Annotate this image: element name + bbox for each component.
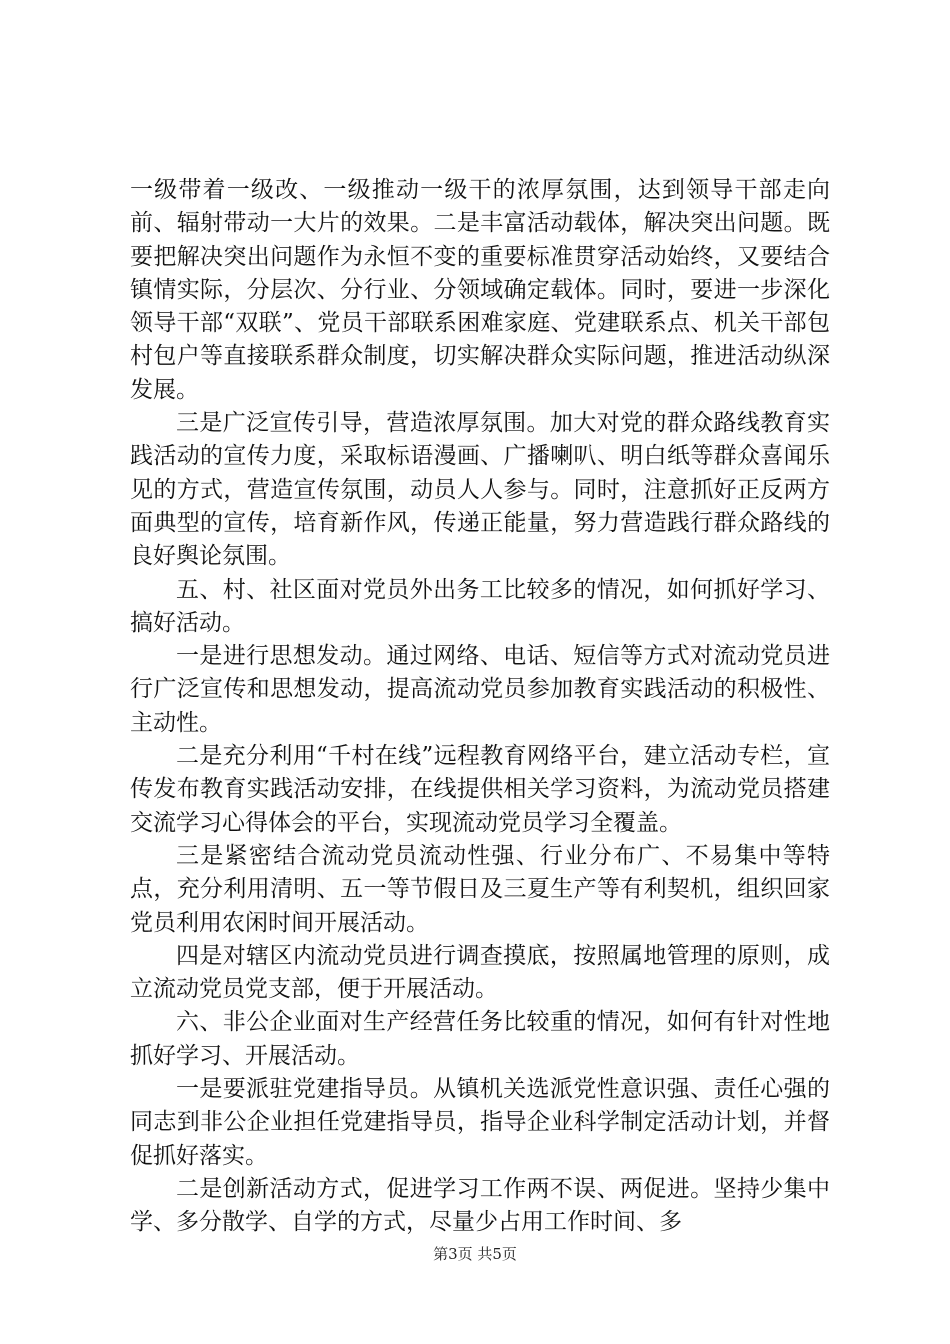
paragraph-3: 一是进行思想发动。通过网络、电话、短信等方式对流动党员进行广泛宣传和思想发动，提高流动党员参加教育实践活动的积极性、主动性。 (130, 643, 830, 736)
paragraph-2: 三是广泛宣传引导，营造浓厚氛围。加大对党的群众路线教育实践活动的宣传力度，采取标语漫画、广播喇叭、明白纸等群众喜闻乐见的方式，营造宣传氛围，动员人人参与。同时，注意抓好正反两方面典型的宣传，培育新作风，传递正能量，努力营造践行群众路线的良好舆论氛围。 (130, 410, 830, 570)
paragraph-7: 一是要派驻党建指导员。从镇机关选派党性意识强、责任心强的同志到非公企业担任党建指导员，指导企业科学制定活动计划，并督促抓好落实。 (130, 1076, 830, 1169)
paragraph-4: 二是充分利用“千村在线”远程教育网络平台，建立活动专栏，宣传发布教育实践活动安排，在线提供相关学习资料，为流动党员搭建交流学习心得体会的平台，实现流动党员学习全覆盖。 (130, 743, 830, 836)
document-body (130, 174, 830, 1240)
paragraph-6: 四是对辖区内流动党员进行调查摸底，按照属地管理的原则，成立流动党员党支部，便于开展活动。 (130, 942, 830, 1003)
page-number-footer: 第3页 共5页 (433, 1245, 517, 1263)
paragraph-8: 二是创新活动方式，促进学习工作两不误、两促进。坚持少集中学、多分散学、自学的方式，尽量少占用工作时间、多 (130, 1175, 830, 1236)
paragraph-1: 一级带着一级改、一级推动一级干的浓厚氛围，达到领导干部走向前、辐射带动一大片的效果。二是丰富活动载体，解决突出问题。既要把解决突出问题作为永恒不变的重要标准贯穿活动始终，又要结合镇情实际，分层次、分行业、分领域确定载体。同时，要进一步深化领导干部“双联”、党员干部联系困难家庭、党建联系点、机关干部包村包户等直接联系群众制度，切实解决群众实际问题，推进活动纵深发展。 (130, 177, 830, 403)
section-heading-5: 五、村、社区面对党员外出务工比较多的情况，如何抓好学习、搞好活动。 (130, 576, 830, 636)
section-heading-6: 六、非公企业面对生产经营任务比较重的情况，如何有针对性地抓好学习、开展活动。 (130, 1009, 830, 1069)
paragraph-5: 三是紧密结合流动党员流动性强、行业分布广、不易集中等特点，充分利用清明、五一等节假日及三夏生产等有利契机，组织回家党员利用农闲时间开展活动。 (130, 842, 830, 936)
